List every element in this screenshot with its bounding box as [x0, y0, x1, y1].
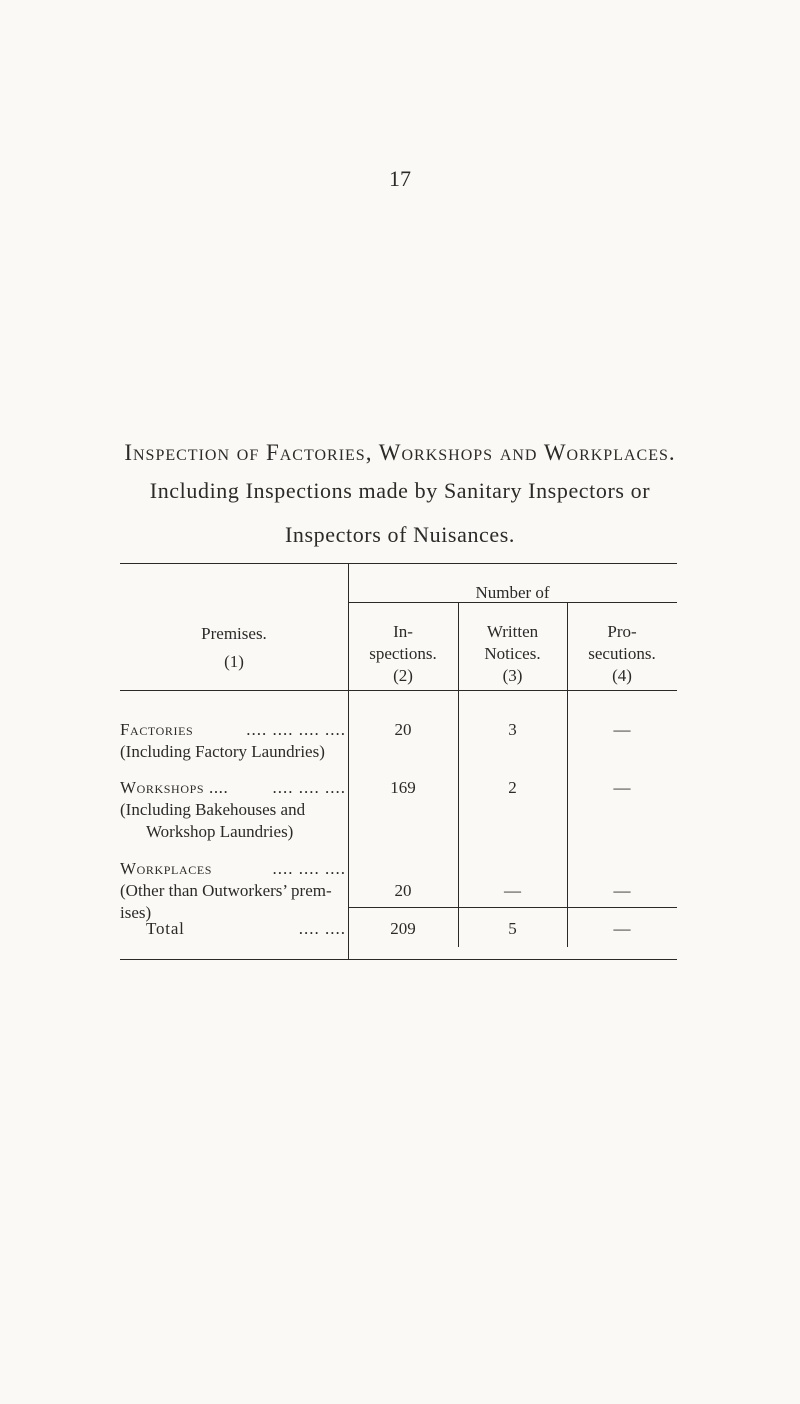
subtitle-line-2: Inspectors of Nuisances. [284, 522, 516, 547]
table-top-rule [120, 563, 677, 564]
number-of-header: Number of [475, 583, 550, 602]
row-workplaces-name: Workplaces [120, 859, 213, 878]
total-leader: .... .... [298, 919, 346, 938]
prosecutions-header-line2: secutions. [588, 644, 656, 663]
row-factories-prosecutions: — [613, 720, 631, 739]
row-workshops-leader: .... .... .... [272, 778, 346, 797]
total-top-rule [348, 907, 677, 908]
prosecutions-header-line1: Pro- [607, 622, 637, 641]
premises-header: Premises. [201, 624, 267, 643]
subtitle-line-1: Including Inspections made by Sanitary Inspectors or [149, 478, 651, 503]
row-workshops-detail-1: (Including Bakehouses and [120, 800, 306, 819]
premises-column-number: (1) [224, 652, 244, 671]
row-workplaces-prosecutions: — [613, 881, 631, 900]
row-workshops-prosecutions: — [613, 778, 631, 797]
row-factories-leader: .... .... .... .... [246, 720, 346, 739]
row-factories-inspections: 20 [394, 720, 412, 739]
notices-header-line1: Written [486, 622, 539, 641]
inspections-column-number: (2) [393, 666, 413, 685]
row-workplaces-inspections: 20 [394, 881, 412, 900]
prosecutions-column-number: (4) [612, 666, 632, 685]
row-workshops-notices: 2 [508, 778, 517, 797]
prosecutions-header [567, 621, 677, 687]
total-notices: 5 [508, 919, 517, 938]
inspections-header-line2: spections. [369, 644, 437, 663]
row-workplaces-detail-1: (Other than Outworkers’ prem- [120, 881, 332, 900]
inspections-header [348, 621, 458, 687]
table-bottom-rule [120, 959, 677, 960]
total-prosecutions: — [613, 919, 631, 938]
notices-header [458, 621, 567, 687]
notices-header-line2: Notices. [484, 644, 541, 663]
header-bottom-rule [120, 690, 677, 691]
page-title: Inspection of Factories, Workshops and Workplaces. [124, 440, 676, 465]
total-label: Total [146, 919, 185, 938]
row-workshops-inspections: 169 [390, 778, 416, 797]
total-inspections: 209 [390, 919, 416, 938]
row-workplaces-notices: — [504, 881, 521, 900]
row-factories-name: Factories [120, 720, 194, 739]
row-factories-notices: 3 [508, 720, 517, 739]
row-workshops-detail-2: Workshop Laundries) [146, 822, 294, 841]
row-workplaces-detail-2: ises) [120, 903, 152, 922]
row-factories-detail: (Including Factory Laundries) [120, 742, 325, 761]
row-workplaces-leader: .... .... .... [272, 859, 346, 878]
row-workshops-name: Workshops .... [120, 778, 229, 797]
page-number: 17 [389, 166, 411, 191]
notices-column-number: (3) [502, 666, 523, 685]
inspections-header-line1: In- [393, 622, 413, 641]
